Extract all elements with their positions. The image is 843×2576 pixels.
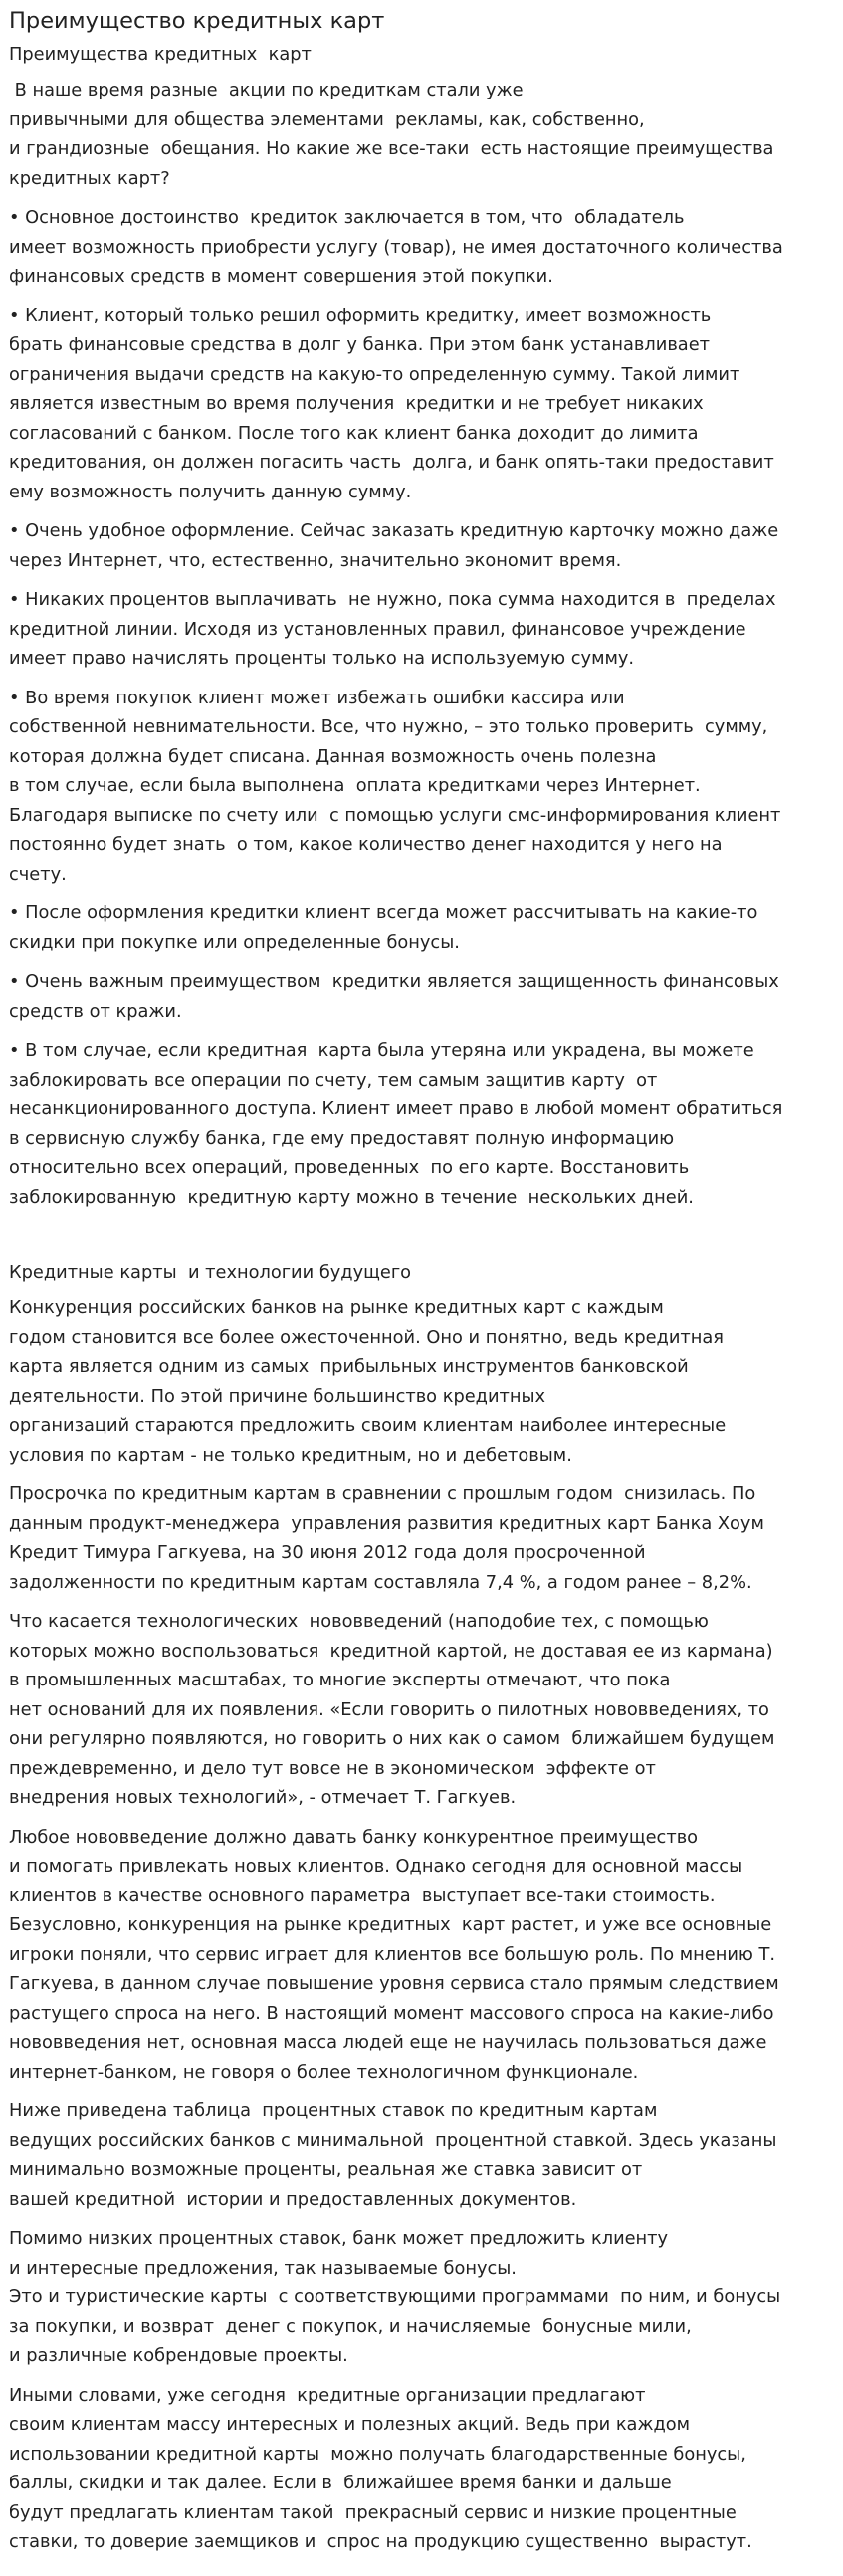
text-line: будут предлагать клиентам такой прекрасный сервис и низкие процентные (9, 2501, 737, 2523)
text-line: нет оснований для их появления. «Если говорить о пилотных нововведениях, то (9, 1698, 769, 1720)
text-line: кредитных карт? (9, 167, 170, 189)
text-line: имеет возможность приобрести услугу (товар), не имея достаточного количества (9, 236, 783, 258)
text-line: годом становится все более ожесточенной. Оно и понятно, ведь кредитная (9, 1326, 724, 1348)
text-line: и грандиозные обещания. Но какие же все-таки есть настоящие преимущества (9, 138, 774, 159)
text-line: привычными для общества элементами рекламы, как, собственно, (9, 108, 645, 130)
text-line: брать финансовые средства в долг у банка. При этом банк устанавливает (9, 334, 710, 355)
text-line: использовании кредитной карты можно получать благодарственные бонусы, (9, 2443, 746, 2465)
text-line: • Очень удобное оформление. Сейчас заказать кредитную карточку можно даже (9, 520, 779, 541)
text-line: скидки при покупке или определенные бонусы. (9, 931, 460, 953)
text-line: организаций стараются предложить своим клиентам наиболее интересные (9, 1415, 727, 1436)
paragraph (9, 2381, 835, 2557)
text-line: деятельности. По этой причине большинство кредитных (9, 1385, 546, 1407)
paragraph (9, 2224, 835, 2371)
paragraph (9, 1480, 835, 1597)
text-line: за покупки, и возврат денег с покупок, и начисляемые бонусные мили, (9, 2315, 692, 2337)
text-line: заблокировать все операции по счету, тем самым защитив карту от (9, 1069, 658, 1090)
text-line: баллы, скидки и так далее. Если в ближайшее время банки и дальше (9, 2473, 672, 2493)
text-line: В наше время разные акции по кредиткам стали уже (9, 80, 524, 100)
text-line: своим клиентам массу интересных и полезных акций. Ведь при каждом (9, 2414, 691, 2435)
text-line: ведущих российских банков с минимальной процентной ставкой. Здесь указаны (9, 2129, 777, 2151)
text-line: Кредит Тимура Гагкуева, на 30 июня 2012 года доля просроченной (9, 1542, 646, 1563)
section-spacer (9, 1222, 835, 1260)
text-line: Помимо низких процентных ставок, банк может предложить клиенту (9, 2228, 669, 2249)
text-line: Просрочка по кредитным картам в сравнении с прошлым годом снизилась. По (9, 1484, 756, 1504)
text-line: карта является одним из самых прибыльных инструментов банковской (9, 1356, 689, 1377)
text-line: кредитной линии. Исходя из установленных правил, финансовое учреждение (9, 618, 746, 640)
text-line: • Во время покупок клиент может избежать ошибки кассира или (9, 687, 625, 708)
paragraph (9, 1607, 835, 1813)
paragraph (9, 516, 835, 575)
text-line: интернет-банком, не говоря о более технологичном функционале. (9, 2061, 639, 2082)
text-line: и интересные предложения, так называемые бонусы. (9, 2257, 517, 2279)
text-line: является известным во время получения кредитки и не требует никаких (9, 393, 704, 414)
text-line: ему возможность получить данную сумму. (9, 481, 412, 502)
text-line: счету. (9, 863, 67, 885)
article-body (9, 42, 835, 2557)
text-line: и различные кобрендовые проекты. (9, 2345, 348, 2366)
text-line: задолженности по кредитным картам составляла 7,4 %, а годом ранее – 8,2%. (9, 1571, 752, 1593)
text-line: они регулярно появляются, но говорить о них как о самом ближайшем будущем (9, 1728, 775, 1749)
text-line: • Никаких процентов выплачивать не нужно, пока сумма находится в пределах (9, 589, 776, 610)
text-line: собственной невнимательности. Все, что нужно, – это только проверить сумму, (9, 716, 768, 737)
text-line: средств от кражи. (9, 1000, 182, 1022)
text-line: кредитования, он должен погасить часть долга, и банк опять-таки предоставит (9, 452, 774, 473)
text-line: Что касается технологических нововведений (наподобие тех, с помощью (9, 1611, 709, 1632)
text-line: условия по картам - не только кредитным, но и дебетовым. (9, 1444, 572, 1466)
paragraph (9, 2096, 835, 2214)
text-line: Безусловно, конкуренция на рынке кредитных карт растет, и уже все основные (9, 1914, 772, 1935)
text-line: Ниже приведена таблица процентных ставок по кредитным картам (9, 2100, 658, 2121)
paragraph (9, 1036, 835, 1212)
text-line: • В том случае, если кредитная карта была утеряна или украдена, вы можете (9, 1040, 754, 1061)
text-line: растущего спроса на него. В настоящий момент массового спроса на какие-либо (9, 2002, 774, 2024)
paragraph (9, 203, 835, 292)
text-line: Любое нововведение должно давать банку конкурентное преимущество (9, 1826, 699, 1848)
text-line: в том случае, если была выполнена оплата кредитками через Интернет. (9, 775, 701, 796)
paragraph (9, 301, 835, 507)
paragraph (9, 684, 835, 890)
text-line: относительно всех операций, проведенных по его карте. Восстановить (9, 1157, 690, 1178)
text-line: данным продукт-менеджера управления развития кредитных карт Банка Хоум (9, 1512, 764, 1534)
paragraph (9, 967, 835, 1026)
text-line: согласований с банком. После того как клиент банка доходит до лимита (9, 422, 699, 444)
paragraph (9, 76, 835, 193)
text-line: ограничения выдачи средств на какую-то определенную сумму. Такой лимит (9, 363, 740, 385)
text-line: преждевременно, и дело тут вовсе не в экономическом эффекте от (9, 1757, 656, 1779)
text-line: имеет право начислять проценты только на используемую сумму. (9, 648, 635, 669)
text-line: финансовых средств в момент совершения этой покупки. (9, 266, 553, 287)
paragraph (9, 585, 835, 674)
text-line: • После оформления кредитки клиент всегда может рассчитывать на какие-то (9, 902, 758, 923)
text-line: несанкционированного доступа. Клиент имеет право в любой момент обратиться (9, 1098, 783, 1119)
text-line: постоянно будет знать о том, какое количество денег находится у него на (9, 834, 723, 855)
page-title: Преимущество кредитных карт (9, 8, 385, 34)
text-line: вашей кредитной истории и предоставленных документов. (9, 2188, 577, 2210)
text-line: ставки, то доверие заемщиков и спрос на продукцию существенно вырастут. (9, 2531, 752, 2552)
text-line: которых можно воспользоваться кредитной картой, не доставая ее из кармана) (9, 1640, 773, 1662)
text-line: которая должна будет списана. Данная возможность очень полезна (9, 745, 657, 767)
text-line: и помогать привлекать новых клиентов. Однако сегодня для основной массы (9, 1856, 743, 1877)
text-line: • Клиент, который только решил оформить кредитку, имеет возможность (9, 304, 712, 326)
section-heading: Преимущества кредитных карт (9, 44, 312, 65)
text-line: Гагкуева, в данном случае повышение уровня сервиса стало прямым следствием (9, 1973, 779, 1994)
section-heading: Кредитные карты и технологии будущего (9, 1262, 412, 1283)
text-line: минимально возможные проценты, реальная же ставка зависит от (9, 2159, 643, 2180)
text-line: Это и туристические карты с соответствующими программами по ним, и бонусы (9, 2286, 781, 2307)
text-line: нововведения нет, основная масса людей еще не научилась пользоваться даже (9, 2032, 767, 2053)
text-line: • Основное достоинство кредиток заключается в том, что обладатель (9, 207, 685, 228)
text-line: • Очень важным преимуществом кредитки является защищенность финансовых (9, 971, 779, 992)
paragraph (9, 1823, 835, 2087)
text-line: Конкуренция российских банков на рынке кредитных карт с каждым (9, 1297, 664, 1318)
text-line: клиентов в качестве основного параметра выступает все-таки стоимость. (9, 1884, 716, 1906)
text-line: заблокированную кредитную карту можно в течение нескольких дней. (9, 1186, 694, 1208)
paragraph (9, 898, 835, 957)
text-line: Иными словами, уже сегодня кредитные организации предлагают (9, 2384, 646, 2406)
text-line: игроки поняли, что сервис играет для клиентов все большую роль. По мнению Т. (9, 1943, 776, 1965)
paragraph (9, 1293, 835, 1470)
text-line: в промышленных масштабах, то многие эксперты отмечают, что пока (9, 1670, 671, 1690)
text-line: внедрения новых технологий», - отмечает Т. Гагкуев. (9, 1787, 517, 1808)
text-line: через Интернет, что, естественно, значительно экономит время. (9, 549, 622, 571)
text-line: в сервисную службу банка, где ему предоставят полную информацию (9, 1127, 675, 1149)
text-line: Благодаря выписке по счету или с помощью услуги смс-информирования клиент (9, 804, 781, 826)
